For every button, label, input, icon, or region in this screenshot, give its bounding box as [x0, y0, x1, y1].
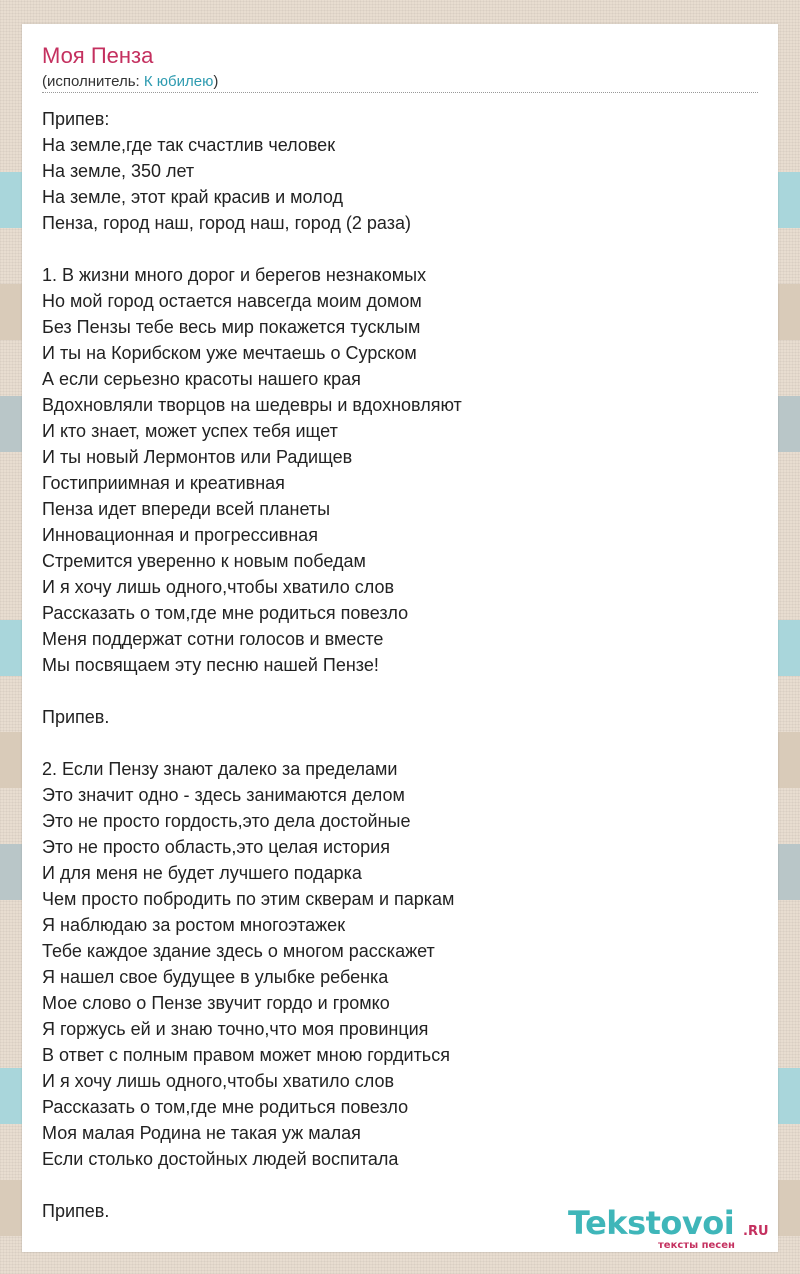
lyric-line: Мы посвящаем эту песню нашей Пензе! — [42, 655, 379, 675]
lyric-line: Рассказать о том,где мне родиться повезло — [42, 1097, 409, 1117]
lyric-line: Чем просто побродить по этим скверам и паркам — [42, 889, 455, 909]
lyric-line: Без Пензы тебе весь мир покажется тусклым — [42, 317, 421, 337]
lyric-line: Тебе каждое здание здесь о многом расскажет — [42, 941, 435, 961]
lyric-line — [42, 1172, 758, 1198]
lyric-line: 2. Если Пензу знают далеко за пределами — [42, 759, 398, 779]
lyric-line: В ответ с полным правом может мною гордиться — [42, 1045, 450, 1065]
lyric-line: Вдохновляли творцов на шедевры и вдохновляют — [42, 395, 462, 415]
lyric-line: Припев. — [42, 1201, 110, 1221]
lyric-line: Мое слово о Пензе звучит гордо и громко — [42, 993, 390, 1013]
lyric-line: И ты новый Лермонтов или Радищев — [42, 447, 353, 467]
site-logo[interactable] — [568, 1204, 778, 1254]
lyric-line: Я горжусь ей и знаю точно,что моя провинция — [42, 1019, 429, 1039]
lyric-line: И для меня не будет лучшего подарка — [42, 863, 362, 883]
lyric-line: Я наблюдаю за ростом многоэтажек — [42, 915, 346, 935]
song-title: Моя Пенза — [42, 43, 154, 68]
lyric-line — [42, 730, 758, 756]
lyrics-card — [22, 24, 778, 1252]
lyric-line: Стремится уверенно к новым победам — [42, 551, 366, 571]
lyric-line: И я хочу лишь одного,чтобы хватило слов — [42, 1071, 395, 1091]
lyric-line: Пенза идет впереди всей планеты — [42, 499, 331, 519]
lyric-line: Но мой город остается навсегда моим домом — [42, 291, 422, 311]
performer-link[interactable]: К юбилею — [143, 73, 214, 90]
lyric-line: Припев. — [42, 707, 110, 727]
lyric-line: Это не просто гордость,это дела достойные — [42, 811, 411, 831]
lyric-line: Это значит одно - здесь занимаются делом — [42, 785, 405, 805]
lyric-line: Инновационная и прогрессивная — [42, 525, 318, 545]
lyric-line: На земле, 350 лет — [42, 161, 195, 181]
lyric-line: А если серьезно красоты нашего края — [42, 369, 361, 389]
lyric-line: Пенза, город наш, город наш, город (2 раза) — [42, 213, 411, 233]
lyric-line: Припев: — [42, 109, 110, 129]
lyric-line: И я хочу лишь одного,чтобы хватило слов — [42, 577, 395, 597]
logo-tagline: тексты песен — [658, 1240, 735, 1251]
lyric-line: Гостиприимная и креативная — [42, 473, 285, 493]
lyric-line: Я нашел свое будущее в улыбке ребенка — [42, 967, 389, 987]
lyric-line — [42, 236, 758, 262]
lyric-line: На земле, этот край красив и молод — [42, 187, 343, 207]
lyrics-text — [42, 106, 758, 1224]
lyric-line — [42, 678, 758, 704]
performer-line — [42, 73, 218, 90]
lyric-line: И кто знает, может успех тебя ищет — [42, 421, 338, 441]
lyric-line: И ты на Корибском уже мечтаешь о Сурском — [42, 343, 417, 363]
lyric-line: Рассказать о том,где мне родиться повезло — [42, 603, 409, 623]
performer-suffix: ) — [213, 73, 219, 90]
lyric-line: Меня поддержат сотни голосов и вместе — [42, 629, 384, 649]
lyric-line: Если столько достойных людей воспитала — [42, 1149, 399, 1169]
logo-domain: .RU — [743, 1224, 769, 1239]
title-divider — [42, 92, 758, 93]
performer-prefix: (исполнитель: — [42, 73, 144, 90]
lyric-line: 1. В жизни много дорог и берегов незнакомых — [42, 265, 427, 285]
lyric-line: Моя малая Родина не такая уж малая — [42, 1123, 361, 1143]
lyric-line: На земле,где так счастлив человек — [42, 135, 336, 155]
lyric-line: Это не просто область,это целая история — [42, 837, 390, 857]
logo-wordmark: Tekstovoi — [568, 1204, 735, 1242]
